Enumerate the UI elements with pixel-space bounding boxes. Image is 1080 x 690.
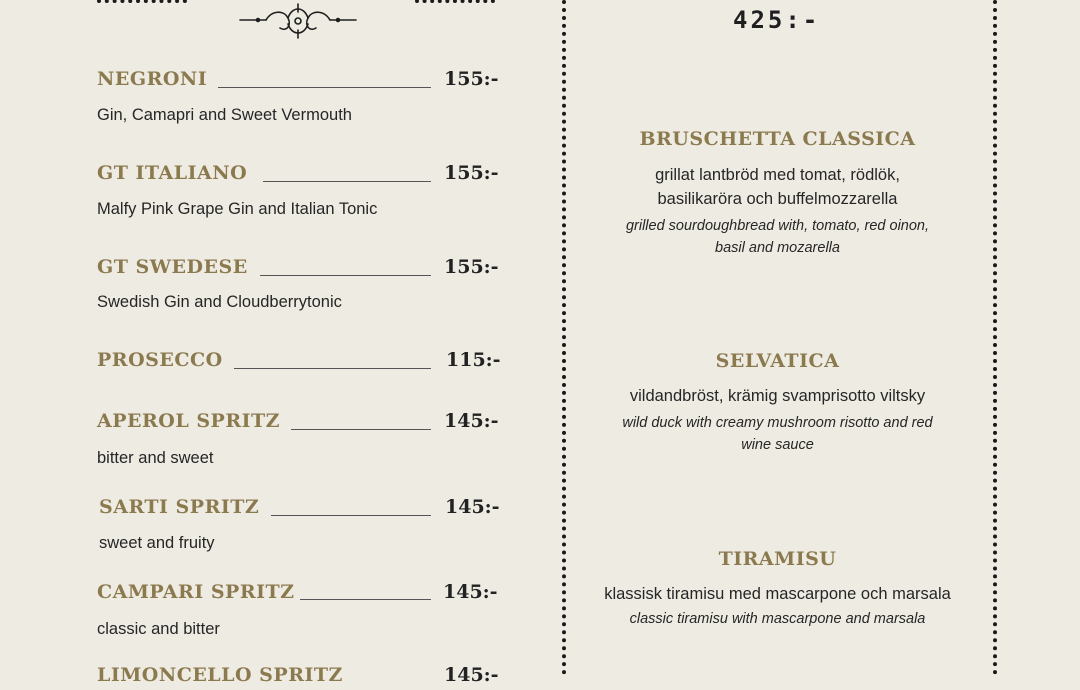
drink-item: [97, 664, 499, 690]
drink-name: GT ITALIANO: [97, 162, 248, 184]
leader-line: [234, 368, 431, 369]
drink-price: 155:-: [444, 162, 499, 184]
drink-item: [97, 496, 500, 552]
leader-line: [291, 429, 431, 430]
drink-description: sweet and fruity: [99, 534, 215, 552]
drink-item: [97, 349, 501, 375]
drink-item: [97, 68, 499, 124]
drink-item: [97, 410, 499, 467]
course-description-sv: vildandbröst, krämig svamprisotto viltsky: [629, 387, 926, 405]
course-title: TIRAMISU: [718, 548, 837, 570]
course-item: [580, 548, 975, 630]
drink-item: [97, 581, 498, 638]
flourish-ornament: [238, 0, 358, 42]
drink-description: Malfy Pink Grape Gin and Italian Tonic: [97, 200, 378, 218]
drink-price: 145:-: [444, 664, 499, 686]
leader-line: [260, 275, 431, 276]
drink-price: 145:-: [444, 410, 499, 432]
drink-name: GT SWEDESE: [97, 256, 248, 278]
course-title: SELVATICA: [715, 350, 840, 372]
leader-line: [218, 87, 431, 88]
drink-description: bitter and sweet: [97, 449, 214, 467]
course-item: [580, 350, 975, 456]
course-item: [580, 128, 975, 259]
drink-description: Gin, Camapri and Sweet Vermouth: [97, 106, 352, 124]
drink-item: [97, 256, 499, 311]
drink-description: Swedish Gin and Cloudberrytonic: [97, 293, 342, 311]
drink-name: SARTI SPRITZ: [99, 496, 260, 518]
course-description-en: classic tiramisu with mascarpone and marsala: [629, 611, 926, 627]
course-description-en: grilled sourdoughbread with, tomato, red oinon, basil and mozarella: [625, 218, 930, 256]
top-left-divider: [97, 0, 187, 3]
course-title: BRUSCHETTA CLASSICA: [639, 128, 916, 150]
drink-price: 155:-: [444, 68, 499, 90]
drink-price: 145:-: [443, 581, 498, 603]
drink-price: 155:-: [444, 256, 499, 278]
drink-name: CAMPARI SPRITZ: [97, 581, 295, 603]
course-description-sv: grillat lantbröd med tomat, rödlök, basilikaröra och buffelmozzarella: [655, 166, 900, 208]
drink-description: classic and bitter: [97, 620, 220, 638]
panel-right-border: [993, 0, 997, 675]
drink-item: [97, 162, 499, 218]
drink-name: APEROL SPRITZ: [97, 410, 281, 432]
drink-price: 115:-: [446, 349, 501, 371]
panel-left-border: [562, 0, 566, 675]
leader-line: [271, 515, 431, 516]
drink-name: PROSECCO: [97, 349, 223, 371]
course-description-sv: klassisk tiramisu med mascarpone och marsala: [604, 585, 951, 603]
drink-name: LIMONCELLO SPRITZ: [97, 664, 343, 686]
drink-name: NEGRONI: [97, 68, 208, 90]
leader-line: [263, 181, 431, 182]
drink-price: 145:-: [445, 496, 500, 518]
course-description-en: wild duck with creamy mushroom risotto and red wine sauce: [622, 415, 933, 453]
top-right-divider: [415, 0, 495, 3]
set-menu-price: 425:-: [733, 6, 821, 34]
leader-line: [300, 599, 431, 600]
